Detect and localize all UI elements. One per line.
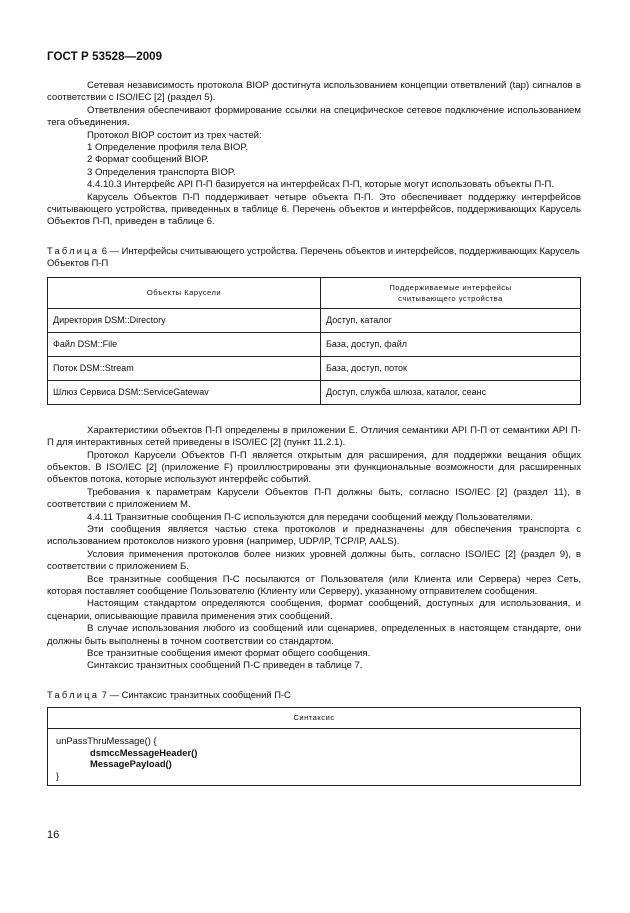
code-line: }: [56, 770, 60, 781]
code-line: unPassThruMessage() {: [56, 735, 157, 747]
table6: [47, 277, 581, 405]
table-row: [48, 308, 581, 332]
paragraph: Условия применения протоколов более низких уровней должны быть, согласно ISO/IEC [2] (раздел 9), в соответствии с приложением Б.: [47, 548, 581, 573]
table6-caption: [47, 245, 581, 270]
list-item: 1 Определение профиля тела BIOP.: [87, 142, 249, 154]
table6-col2-header-line2: считывающего устройства: [398, 293, 503, 303]
paragraph: Все транзитные сообщения имеют формат общего сообщения.: [87, 648, 371, 659]
table6-col2-header: [321, 277, 581, 308]
table7-caption-prefix: Таблица: [47, 688, 100, 700]
list-item: 3 Определения транспорта BIOP.: [87, 166, 236, 178]
table-row: [48, 380, 581, 404]
paragraph: 4.4.10.3 Интерфейс API П-П базируется на интерфейсах П-П, которые могут использовать объекты П-П.: [87, 179, 555, 191]
paragraph: Характеристики объектов П-П определены в приложении Е. Отличия семантики API П-П от семантики API П-П для интерактивных сетей приведены в ISO/IEC [2] (пункт 11.2.1).: [47, 424, 581, 449]
table7-caption-text: 7 — Синтаксис транзитных сообщений П-С: [99, 688, 291, 700]
paragraph: Ответвления обеспечивают формирование ссылки на специфическое сетевое подключение использованием тега объединения.: [47, 104, 581, 129]
paragraph: Протокол BIOP состоит из трех частей:: [87, 129, 262, 141]
table6-col1-header: Объекты Карусели: [48, 277, 321, 308]
list-item: 2 Формат сообщений BIOP.: [87, 154, 209, 166]
paragraph: В случае использования любого из сообщений или сценариев, определенных в настоящем стандарте, они должны быть выполнены в точном соответствии со стандартом.: [47, 623, 581, 647]
table6-caption-prefix: Таблица: [47, 244, 100, 256]
table-row: [48, 332, 581, 356]
table-cell-object: Файл DSM::File: [48, 332, 321, 356]
table-cell-interfaces: База, доступ, файл: [321, 332, 581, 356]
table-cell-object: Поток DSM::Stream: [48, 356, 321, 380]
paragraph: Карусель Объектов П-П поддерживает четыре объекта П-П. Это обеспечивает поддержку интерфейсов считывающего устройства, приведенных в таблице 6. Перечень объектов и интерфейсов, поддерживающих Карусель Объектов П-П, приведен в таблице 6.: [47, 191, 581, 228]
paragraph: Эти сообщения является частью стека протоколов и предназначены для обеспечения транспорта с использованием протоколов низкого уровня (например, UDP/IP, TCP/IP, AALS).: [47, 523, 581, 548]
document-body: [47, 80, 581, 786]
table6-col2-header-line1: Поддерживаемые интерфейсы: [389, 282, 512, 292]
paragraph: 4.4.11 Транзитные сообщения П-С используются для передачи сообщений между Пользователями.: [87, 511, 533, 523]
table-header-row: [48, 277, 581, 308]
paragraph: Требования к параметрам Карусели Объектов П-П должны быть, согласно ISO/IEC [2] (раздел 11), в соответствии с приложением М.: [47, 486, 581, 511]
table7-caption: [47, 689, 581, 701]
table-cell-interfaces: Доступ, служба шлюза, каталог, сеанс: [321, 380, 581, 404]
table-cell-object: Директория DSM::Directory: [48, 308, 321, 332]
paragraph: Синтаксис транзитных сообщений П-С приведен в таблице 7.: [87, 660, 363, 672]
table-row: [48, 356, 581, 380]
code-line: MessagePayload(): [90, 758, 172, 770]
table-cell-object: Шлюз Сервиса DSM::ServiceGatewav: [48, 380, 321, 404]
code-line: dsmccMessageHeader(): [90, 746, 198, 758]
table7: [47, 707, 581, 785]
table6-caption-text: 6 — Интерфейсы считывающего устройства. Перечень объектов и интерфейсов, поддерживающих Карусель Объектов П-П: [47, 244, 580, 269]
paragraph: Настоящим стандартом определяются сообщения, формат сообщений, доступных для использования, и сценарии, описывающие правила применения этих сообщений.: [47, 598, 581, 622]
paragraph: Сетевая независимость протокола BIOP достигнута использованием концепции ответвлений (tap) сигналов в соответствии с ISO/IEC [2] (раздел 5).: [47, 80, 581, 104]
paragraph: Протокол Карусели Объектов П-П является открытым для расширения, для поддержки вещания общих объектов. В ISO/IEC [2] (приложение F) проиллюстрированы эти функциональные возможности для расширенных объектов потока, которые используют интерфейс событий.: [47, 449, 581, 486]
table7-header: Синтаксис: [48, 708, 580, 729]
syntax-code: [48, 729, 580, 784]
document-header: ГОСТ Р 53528—2009: [47, 51, 163, 63]
table-cell-interfaces: База, доступ, поток: [321, 356, 581, 380]
paragraph: Все транзитные сообщения П-С посылаются от Пользователя (или Клиента или Сервера) через Сеть, которая поставляет сообщение Пользователю (Клиенту или Серверу), указанному отправителем сообщения.: [47, 573, 581, 597]
table-cell-interfaces: Доступ, каталог: [321, 308, 581, 332]
page-number: 16: [47, 829, 60, 841]
